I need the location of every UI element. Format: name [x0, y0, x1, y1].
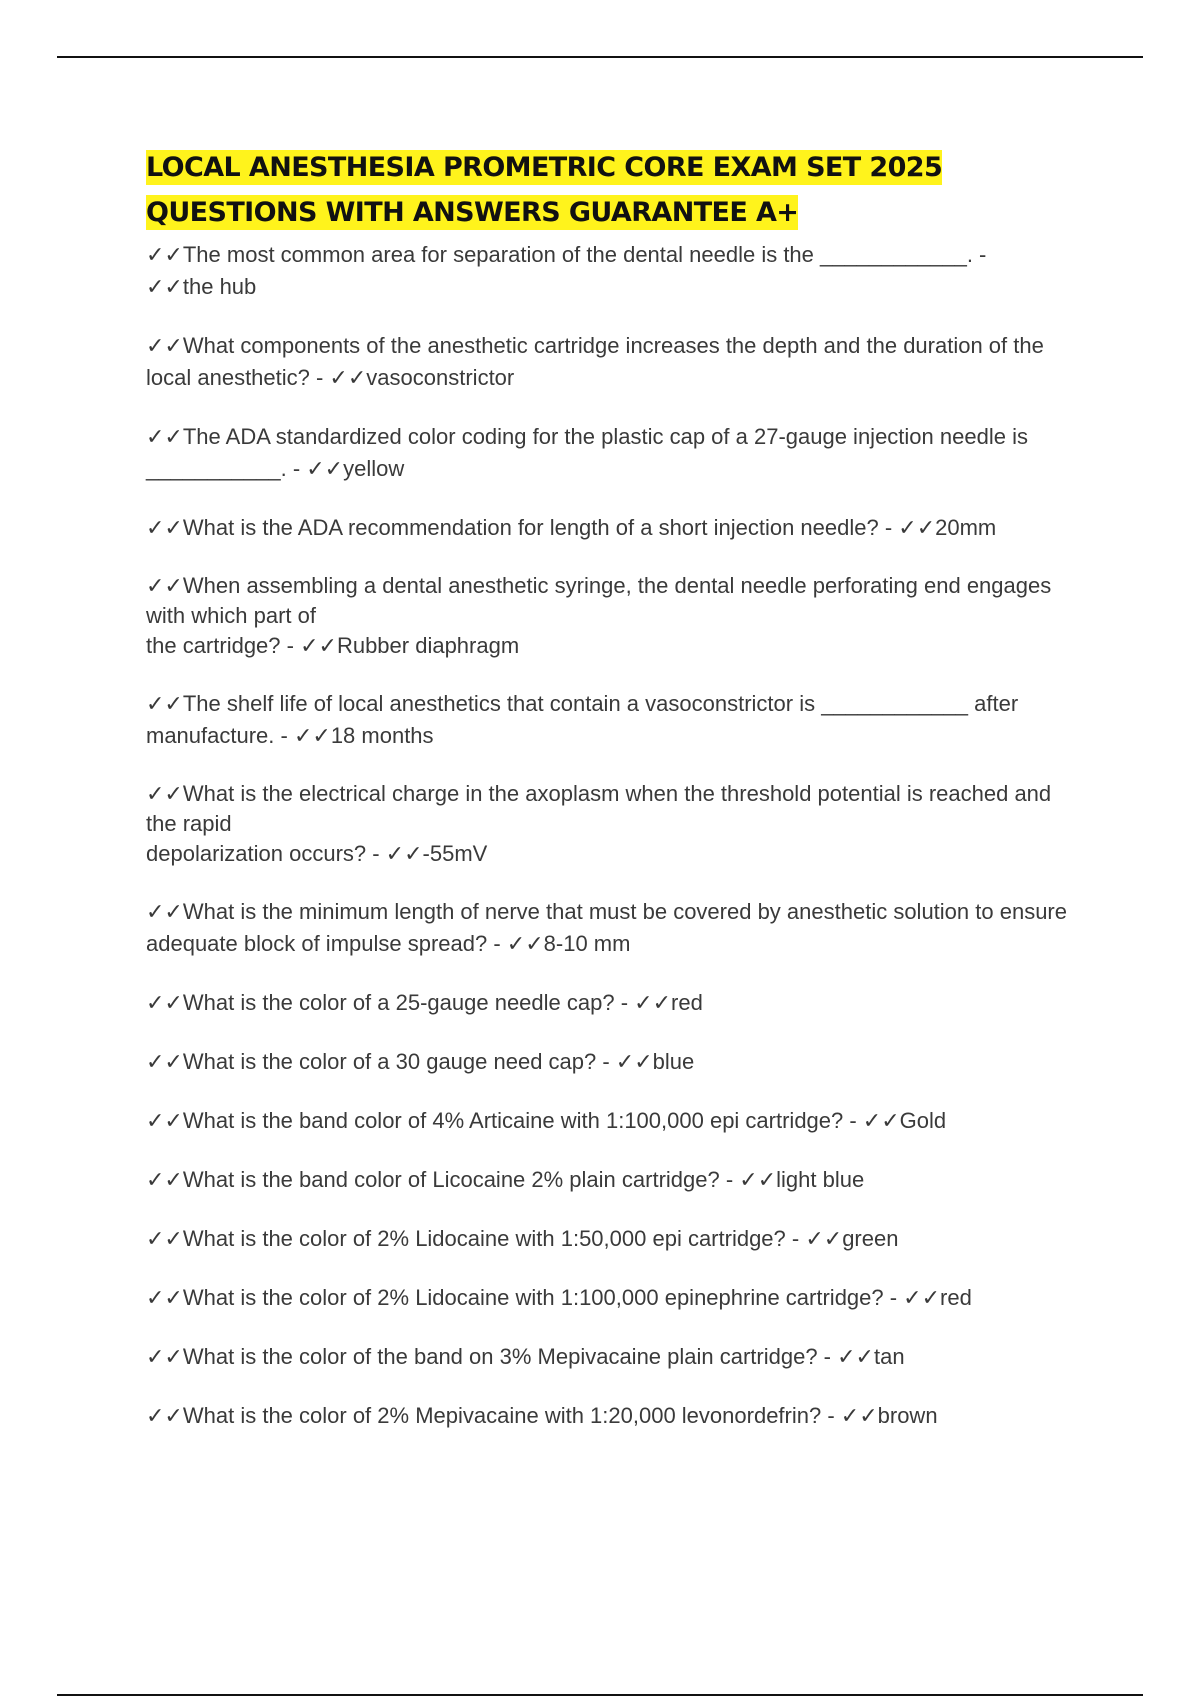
- qa-item: ✓✓The most common area for separation of the dental needle is the ____________. - ✓✓the hub: [146, 242, 987, 299]
- qa-item: ✓✓What is the color of 2% Lidocaine with 1:50,000 epi cartridge? - ✓✓green: [146, 1226, 899, 1251]
- qa-item: ✓✓The shelf life of local anesthetics that contain a vasoconstrictor is ____________ after manufacture. - ✓✓18 months: [146, 691, 1019, 748]
- qa-item: ✓✓The ADA standardized color coding for the plastic cap of a 27-gauge injection needle is ___________. - ✓✓yellow: [146, 424, 1028, 481]
- qa-item: ✓✓What is the minimum length of nerve that must be covered by anesthetic solution to ensure adequate block of impulse spread? - ✓✓8-10 mm: [146, 899, 1067, 956]
- qa-item: ✓✓What is the band color of 4% Articaine with 1:100,000 epi cartridge? - ✓✓Gold: [146, 1108, 947, 1133]
- qa-item: ✓✓When assembling a dental anesthetic syringe, the dental needle perforating end engages with which part of the cartridge? - ✓✓Rubber diaphragm: [146, 573, 1052, 658]
- document-title: [146, 145, 1086, 235]
- bottom-rule: [57, 1694, 1143, 1696]
- qa-item: ✓✓What is the color of the band on 3% Mepivacaine plain cartridge? - ✓✓tan: [146, 1344, 905, 1369]
- qa-item: ✓✓What is the color of a 25-gauge needle cap? - ✓✓red: [146, 990, 703, 1015]
- qa-item: ✓✓What is the color of 2% Mepivacaine with 1:20,000 levonordefrin? - ✓✓brown: [146, 1403, 938, 1428]
- qa-item: ✓✓What is the color of 2% Lidocaine with 1:100,000 epinephrine cartridge? - ✓✓red: [146, 1285, 972, 1310]
- qa-item: ✓✓What is the band color of Licocaine 2% plain cartridge? - ✓✓light blue: [146, 1167, 865, 1192]
- qa-item: ✓✓What components of the anesthetic cartridge increases the depth and the duration of the local anesthetic? - ✓✓vasoconstrictor: [146, 333, 1044, 390]
- qa-item: ✓✓What is the ADA recommendation for length of a short injection needle? - ✓✓20mm: [146, 515, 997, 540]
- title-highlight: LOCAL ANESTHESIA PROMETRIC CORE EXAM SET 2025 QUESTIONS WITH ANSWERS GUARANTEE A+: [146, 152, 943, 228]
- document-body: [146, 145, 1086, 1459]
- qa-item: ✓✓What is the electrical charge in the axoplasm when the threshold potential is reached and the rapid depolarization occurs? - ✓✓-55mV: [146, 781, 1052, 866]
- qa-item: ✓✓What is the color of a 30 gauge need cap? - ✓✓blue: [146, 1049, 695, 1074]
- top-rule: [57, 56, 1143, 58]
